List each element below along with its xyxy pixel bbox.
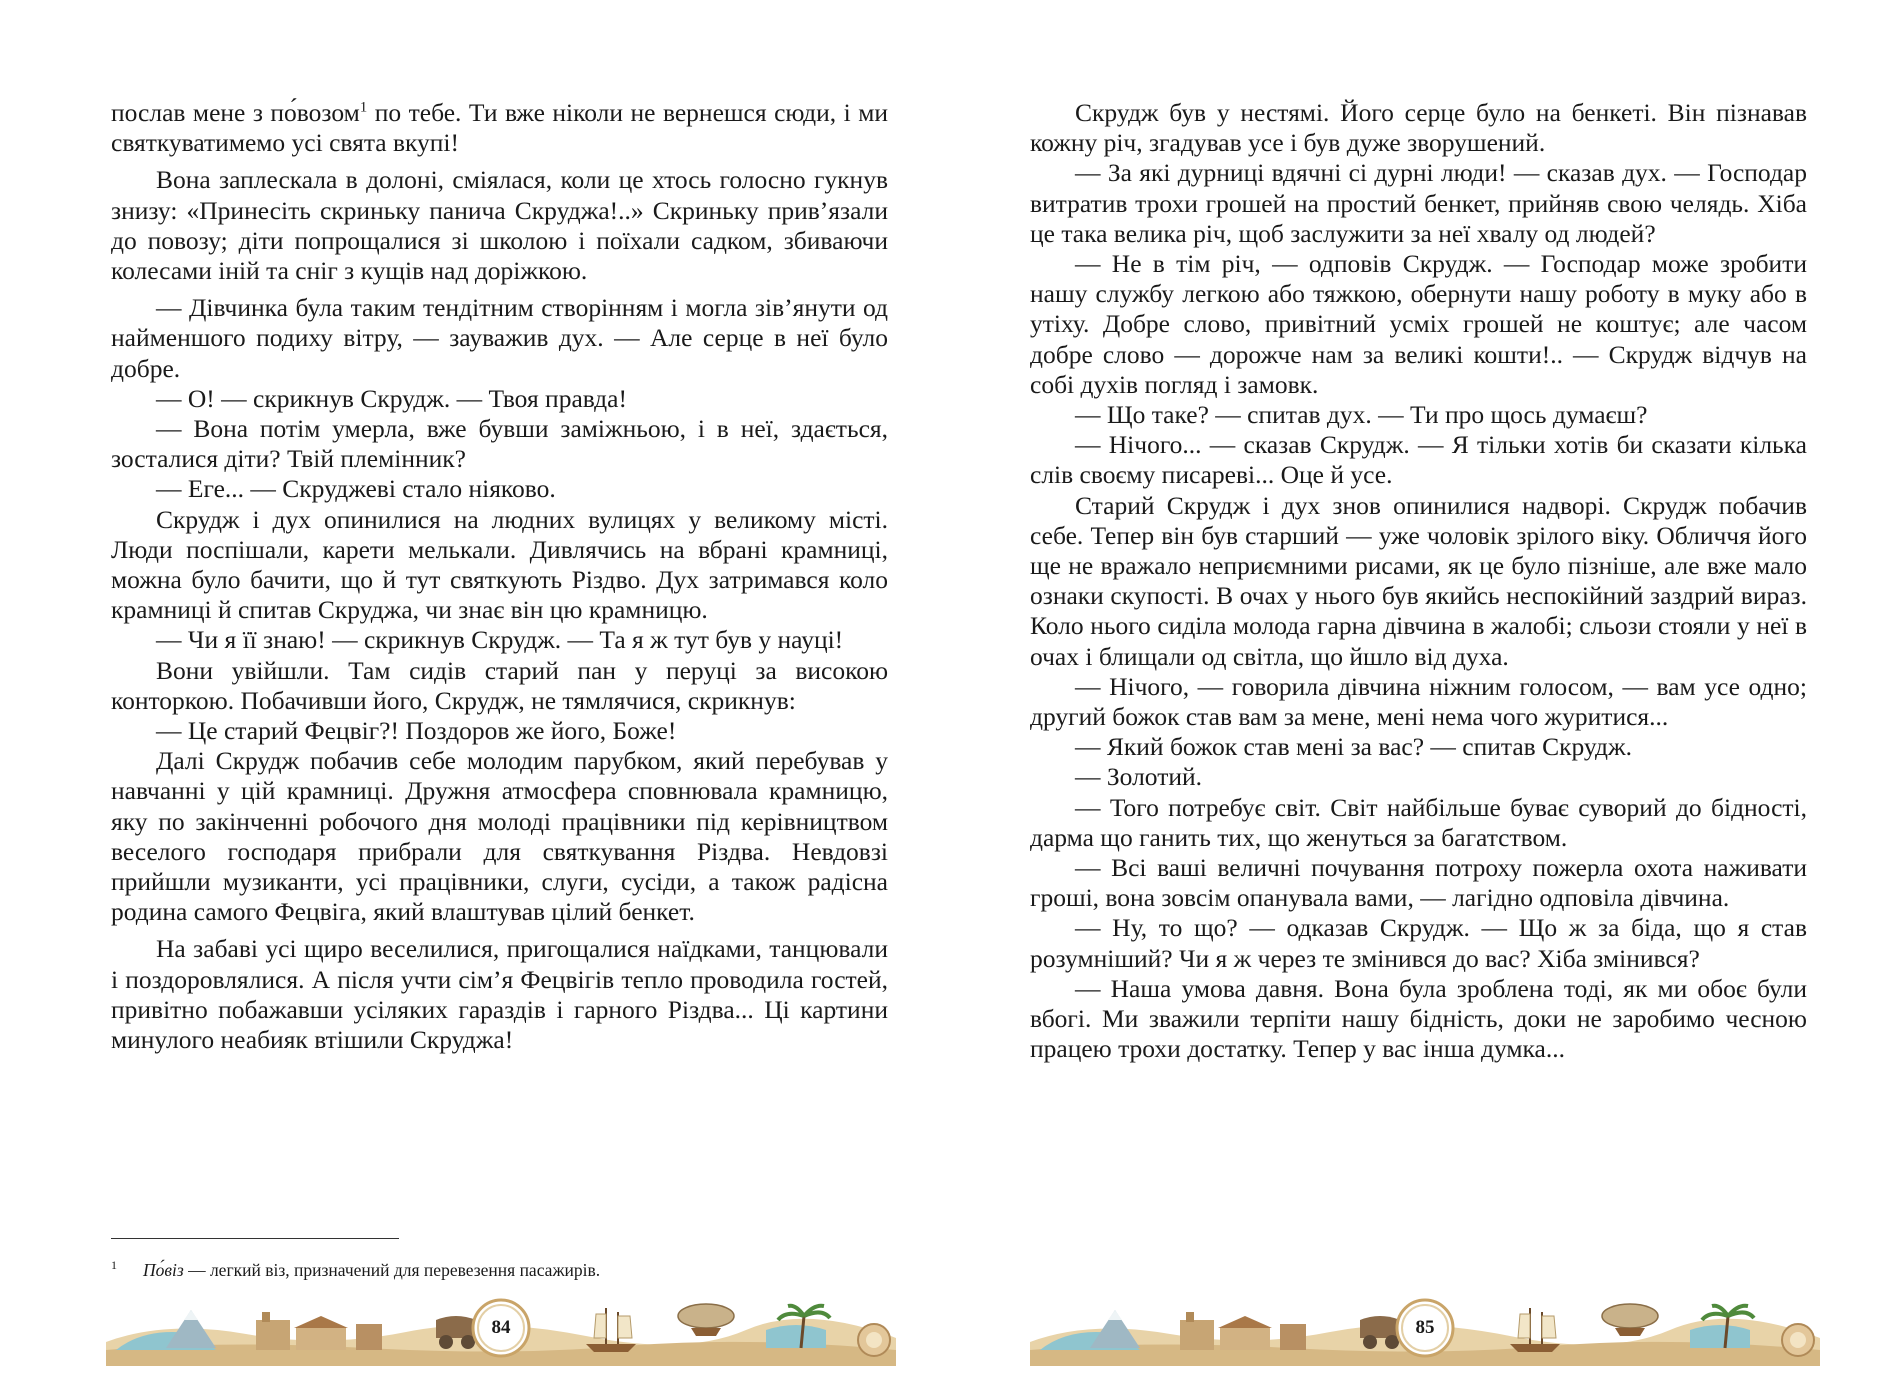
footnote-number: 1 (111, 1258, 117, 1272)
paragraph: Старий Скрудж і дух знов опинилися надворі. Скрудж побачив себе. Тепер він був старший — уже чоловік зрілого віку. Обличчя його ще не вражало неприємними рисами, як це було пізніше, але вже мало ознаки скупості. В очах у нього був якийсь неспокійний заздрий вираз. Коло нього сиділа молода гарна дівчина в жалобі; сльози стояли у неї в очах і блищали од світла, що йшло від духа. (1030, 490, 1807, 671)
paragraph: — Еге... — Скруджеві стало ніяково. (156, 474, 556, 504)
paragraph: — О! — скрикнув Скрудж. — Твоя правда! (156, 383, 627, 413)
decorative-banner (106, 1290, 896, 1366)
left-page-text (111, 98, 888, 1055)
paragraph: Вони увійшли. Там сидів старий пан у перуці за високою конторкою. Побачивши його, Скрудж, не тямлячися, скрикнув: (111, 655, 888, 715)
paragraph: — Дівчинка була таким тендітним створінням і могла зів’янути од найменшого подиху вітру, — зауважив дух. — Але серце в неї було добре. (111, 293, 888, 383)
footnote-text: — легкий віз, призначений для перевезення пасажирів. (183, 1259, 601, 1280)
paragraph: — Золотий. (1075, 762, 1203, 792)
paragraph: — Нічого, — говорила дівчина ніжним голосом, — вам усе одно; другий божок став вам за мене, мені нема чого журитися... (1030, 671, 1807, 732)
paragraph: — Нічого... — сказав Скрудж. — Я тільки хотів би сказати кілька слів своєму писареві... Оце й усе. (1030, 430, 1807, 490)
paragraph: Скрудж був у нестямі. Його серце було на бенкеті. Він пізнавав кожну річ, згадував усе і був дуже зворушений. (1030, 98, 1807, 158)
paragraph: послав мене з по́возом$^1$ по тебе. Ти вже ніколи не вернешся сюди, і ми святкуватимемо усі свята вкупі! (111, 98, 888, 158)
paragraph: Скрудж і дух опинилися на людних вулицях у великому місті. Люди поспішали, карети мелькали. Дивлячись на вбрані крамниці, можна було бачити, що й тут святкують Різдво. Дух затримався коло крамниці й спитав Скруджа, чи знає він цю крамницю. (111, 504, 888, 625)
paragraph: — Вона потім умерла, вже бувши заміжньою, і в неї, здається, зосталися діти? Твій племінник? (111, 414, 888, 474)
page-number: 85 (1415, 1317, 1435, 1338)
paragraph: Далі Скрудж побачив себе молодим парубком, який перебував у навчанні у цій крамниці. Дружня атмосфера сповнювала крамницю, яку по закінченні робочого дня молоді працівники під керівництвом веселого господаря прибрали для святкування Різдва. Невдовзі прийшли музиканти, усі працівники, слуги, сусіди, а також радісна родина самого Фецвіга, який влаштував цілий бенкет. (111, 746, 888, 927)
page-number: 84 (491, 1317, 511, 1338)
footnote-term: По́віз (143, 1259, 184, 1280)
right-page (952, 0, 1904, 1400)
right-page-text (1030, 98, 1807, 1065)
paragraph: — Що таке? — спитав дух. — Ти про щось думаєш? (1075, 400, 1648, 430)
footnote-divider (111, 1238, 399, 1239)
paragraph: — Того потребує світ. Світ найбільше буває суворий до бідності, дарма що ганить тих, що женуться за багатством. (1030, 792, 1807, 852)
paragraph: — За які дурниці вдячні сі дурні люди! — сказав дух. — Господар витратив трохи грошей на простий бенкет, прийняв свою челядь. Хіба це така велика річ, щоб заслужити за неї хвалу од людей? (1030, 158, 1807, 248)
paragraph: — Всі ваші величні почування потроху пожерла охота наживати гроші, вона зовсім опанувала вами, — лагідно одповіла дівчина. (1030, 853, 1807, 913)
paragraph: — Це старий Фецвіг?! Поздоров же його, Боже! (156, 716, 677, 746)
decorative-banner (1030, 1290, 1820, 1366)
paragraph: Вона заплескала в долоні, сміялася, коли це хтось голосно гукнув знизу: «Принесіть скриньку панича Скруджа!..» Скриньку прив’язали до повозу; діти попрощалися зі школою і поїхали садком, збиваючи колесами іній та сніг з кущів над доріжкою. (111, 165, 888, 286)
paragraph: — Чи я її знаю! — скрикнув Скрудж. — Та я ж тут був у науці! (156, 625, 844, 655)
paragraph: — Наша умова давня. Вона була зроблена тоді, як ми обоє були вбогі. Ми зважили терпіти нашу бідність, доки не заробимо чесною працею трохи достатку. Тепер у вас інша думка... (1030, 973, 1807, 1064)
paragraph: — Не в тім річ, — одповів Скрудж. — Господар може зробити нашу службу легкою або тяжкою, обернути нашу роботу в муку або в утіху. Добре слово, привітний усміх грошей не коштує; але часом добре слово — дорожче нам за великі кошти!.. — Скрудж відчув на собі духів погляд і замовк. (1030, 249, 1807, 399)
paragraph: На забаві усі щиро веселилися, пригощалися наїдками, танцювали і поздоровлялися. А після учти сім’я Фецвігів тепло проводила гостей, привітно побажавши усіляких гараздів і гарного Різдва... Ці картини минулого неабияк втішили Скруджа! (111, 934, 888, 1055)
paragraph: — Ну, то що? — одказав Скрудж. — Що ж за біда, що я став розумніший? Чи я ж через те змінився до вас? Хіба змінився? (1030, 913, 1807, 973)
footnote (111, 1254, 888, 1281)
footnote-marker[interactable]: 1 (359, 99, 368, 116)
paragraph: — Який божок став мені за вас? — спитав Скрудж. (1075, 732, 1632, 762)
